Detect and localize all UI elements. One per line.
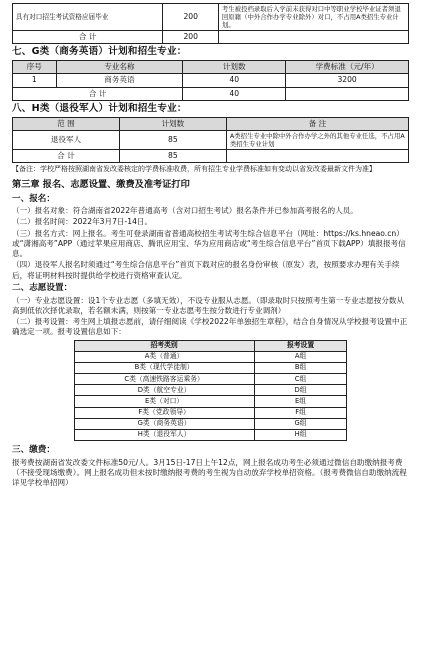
h-total-value: 85 xyxy=(119,150,226,163)
wish-set: E组 xyxy=(254,396,347,407)
table-row xyxy=(74,429,347,440)
wish-set: A组 xyxy=(254,351,347,362)
wish-cat: G类（商务英语） xyxy=(74,418,254,429)
wish-header-set: 报考设置 xyxy=(254,340,347,351)
empty-cell xyxy=(226,150,408,163)
paragraph: （四）退役军人报名时须通过“考生综合信息平台”首页下载对应的报名身份审核（原发）表，按照要求办理有关手续后，将证明材料按时提供给学校进行资格审查认定。 xyxy=(12,260,400,280)
top-row-note: 考生被投档录取后入学前未获得对口中等职业学校毕业证者须退回原籍（中外合作办学专业除外）对口，不占用A类招生专业计划。 xyxy=(218,4,408,31)
h-total-label: 合 计 xyxy=(13,150,120,163)
g-header-fee: 学费标准（元/年） xyxy=(286,61,409,74)
empty-cell xyxy=(286,87,409,100)
g-header-no: 序号 xyxy=(13,61,57,74)
section-h-title: 八、H类（退役军人）计划和招生专业： xyxy=(12,102,187,114)
wish-cat: H类（退役军人） xyxy=(74,429,254,440)
h-row-note: A类招生专业中除中外合作办学之外的其他专业任选，不占用A类招生专业计划 xyxy=(226,131,408,150)
h-row-plan: 85 xyxy=(119,131,226,150)
empty-cell xyxy=(218,31,408,44)
top-row-name: 具有对口招生考试资格应届毕业 xyxy=(13,4,163,31)
table-row xyxy=(13,74,409,87)
paragraph: 报考费按湖南省发改委文件标准50元/人。3月15日-17日上午12点，网上报名成功考生必须通过微信自助缴纳报考费（不接受现场缴费）。网上报名成功但未按时缴纳报考费的考生视为自动放弃学校单招资格。（报考费微信自助缴纳流程详见学校单招网） xyxy=(12,457,407,488)
wish-set: C组 xyxy=(254,374,347,385)
table-header-row xyxy=(13,61,409,74)
g-total-label: 合 计 xyxy=(13,87,183,100)
paragraph: （一）报名对象：符合湖南省2022年普通高考（含对口招生考试）报名条件并已参加高考报名的人员。 xyxy=(12,206,358,216)
top-total-value: 200 xyxy=(163,31,218,44)
g-row-fee: 3200 xyxy=(286,74,409,87)
g-header-name: 专业名称 xyxy=(56,61,183,74)
table-row xyxy=(74,374,347,385)
chapter-title: 第三章 报名、志愿设置、缴费及准考证打印 xyxy=(12,179,190,191)
top-total-label: 合 计 xyxy=(13,31,163,44)
g-row-plan: 40 xyxy=(183,74,286,87)
wish-set: D组 xyxy=(254,385,347,396)
h-row-scope: 退役军人 xyxy=(13,131,120,150)
table-row xyxy=(74,396,347,407)
wish-set: F组 xyxy=(254,407,347,418)
table-total-row xyxy=(13,150,409,163)
h-header-note: 备 注 xyxy=(226,117,408,130)
table-row xyxy=(74,418,347,429)
table-row xyxy=(13,4,409,31)
top-row-plan: 200 xyxy=(163,4,218,31)
wish-cat: F类（党政领导） xyxy=(74,407,254,418)
wish-cat: C类（高速铁路客运乘务） xyxy=(74,374,254,385)
top-plan-table xyxy=(12,3,409,44)
section-3-title: 三、缴费： xyxy=(12,445,55,456)
section-1-title: 一、报名： xyxy=(12,193,55,204)
table-header-row xyxy=(74,340,347,351)
table-header-row xyxy=(13,117,409,130)
paragraph: （二）报名时间：2022年3月7日-14日。 xyxy=(12,217,153,227)
wish-set: B组 xyxy=(254,362,347,373)
wish-set: G组 xyxy=(254,418,347,429)
wish-header-cat: 招考类别 xyxy=(74,340,254,351)
g-row-no: 1 xyxy=(13,74,57,87)
paragraph: （三）报名方式：网上报名。考生可登录湖南省普通高校招生考试考生综合信息平台（网址：https://ks.hneao.cn）或“潇湘高考”APP（通过苹果应用商店、腾讯应用宝、华为应用商店或“考生综合信息平台”首页下载APP）填报报考信息。 xyxy=(12,228,406,259)
section-g-table xyxy=(12,60,409,101)
wish-cat: B类（现代学徒制） xyxy=(74,362,254,373)
wish-cat: A类（普通） xyxy=(74,351,254,362)
table-row xyxy=(74,385,347,396)
section-2-title: 二、志愿设置： xyxy=(12,282,73,293)
paragraph: （一）专业志愿设置：设1个专业志愿（多填无效），不设专业服从志愿。（即录取时只按照考生第一专业志愿按分数从高到低依次择优录取，若名额未满，则按第一专业志愿考生按分数进行专业调剂） xyxy=(12,295,405,315)
paragraph: （二）报考设置：考生网上填报志愿前，请仔细阅读《学校2022年单独招生章程》，结合自身情况从学校报考设置中正确选定一项。报考设置信息如下： xyxy=(12,317,408,337)
h-header-scope: 范 围 xyxy=(13,117,120,130)
g-header-plan: 计划数 xyxy=(183,61,286,74)
wish-set: H组 xyxy=(254,429,347,440)
table-row xyxy=(74,351,347,362)
table-total-row xyxy=(13,31,409,44)
table-row xyxy=(74,362,347,373)
g-row-name: 商务英语 xyxy=(56,74,183,87)
table-row xyxy=(74,407,347,418)
wish-cat: D类（航空专业） xyxy=(74,385,254,396)
wish-setting-table xyxy=(74,340,348,442)
table-row xyxy=(13,131,409,150)
section-h-table xyxy=(12,117,409,164)
g-total-value: 40 xyxy=(183,87,286,100)
section-g-title: 七、G类（商务英语）计划和招生专业： xyxy=(12,46,187,58)
fee-remark: 【备注：学校严格按照湖南省发改委核定的学费标准收费，所有招生专业学费标准如有变动以省发改委最新文件为准】 xyxy=(12,165,376,174)
h-header-plan: 计划数 xyxy=(119,117,226,130)
table-total-row xyxy=(13,87,409,100)
wish-cat: E类（对口） xyxy=(74,396,254,407)
